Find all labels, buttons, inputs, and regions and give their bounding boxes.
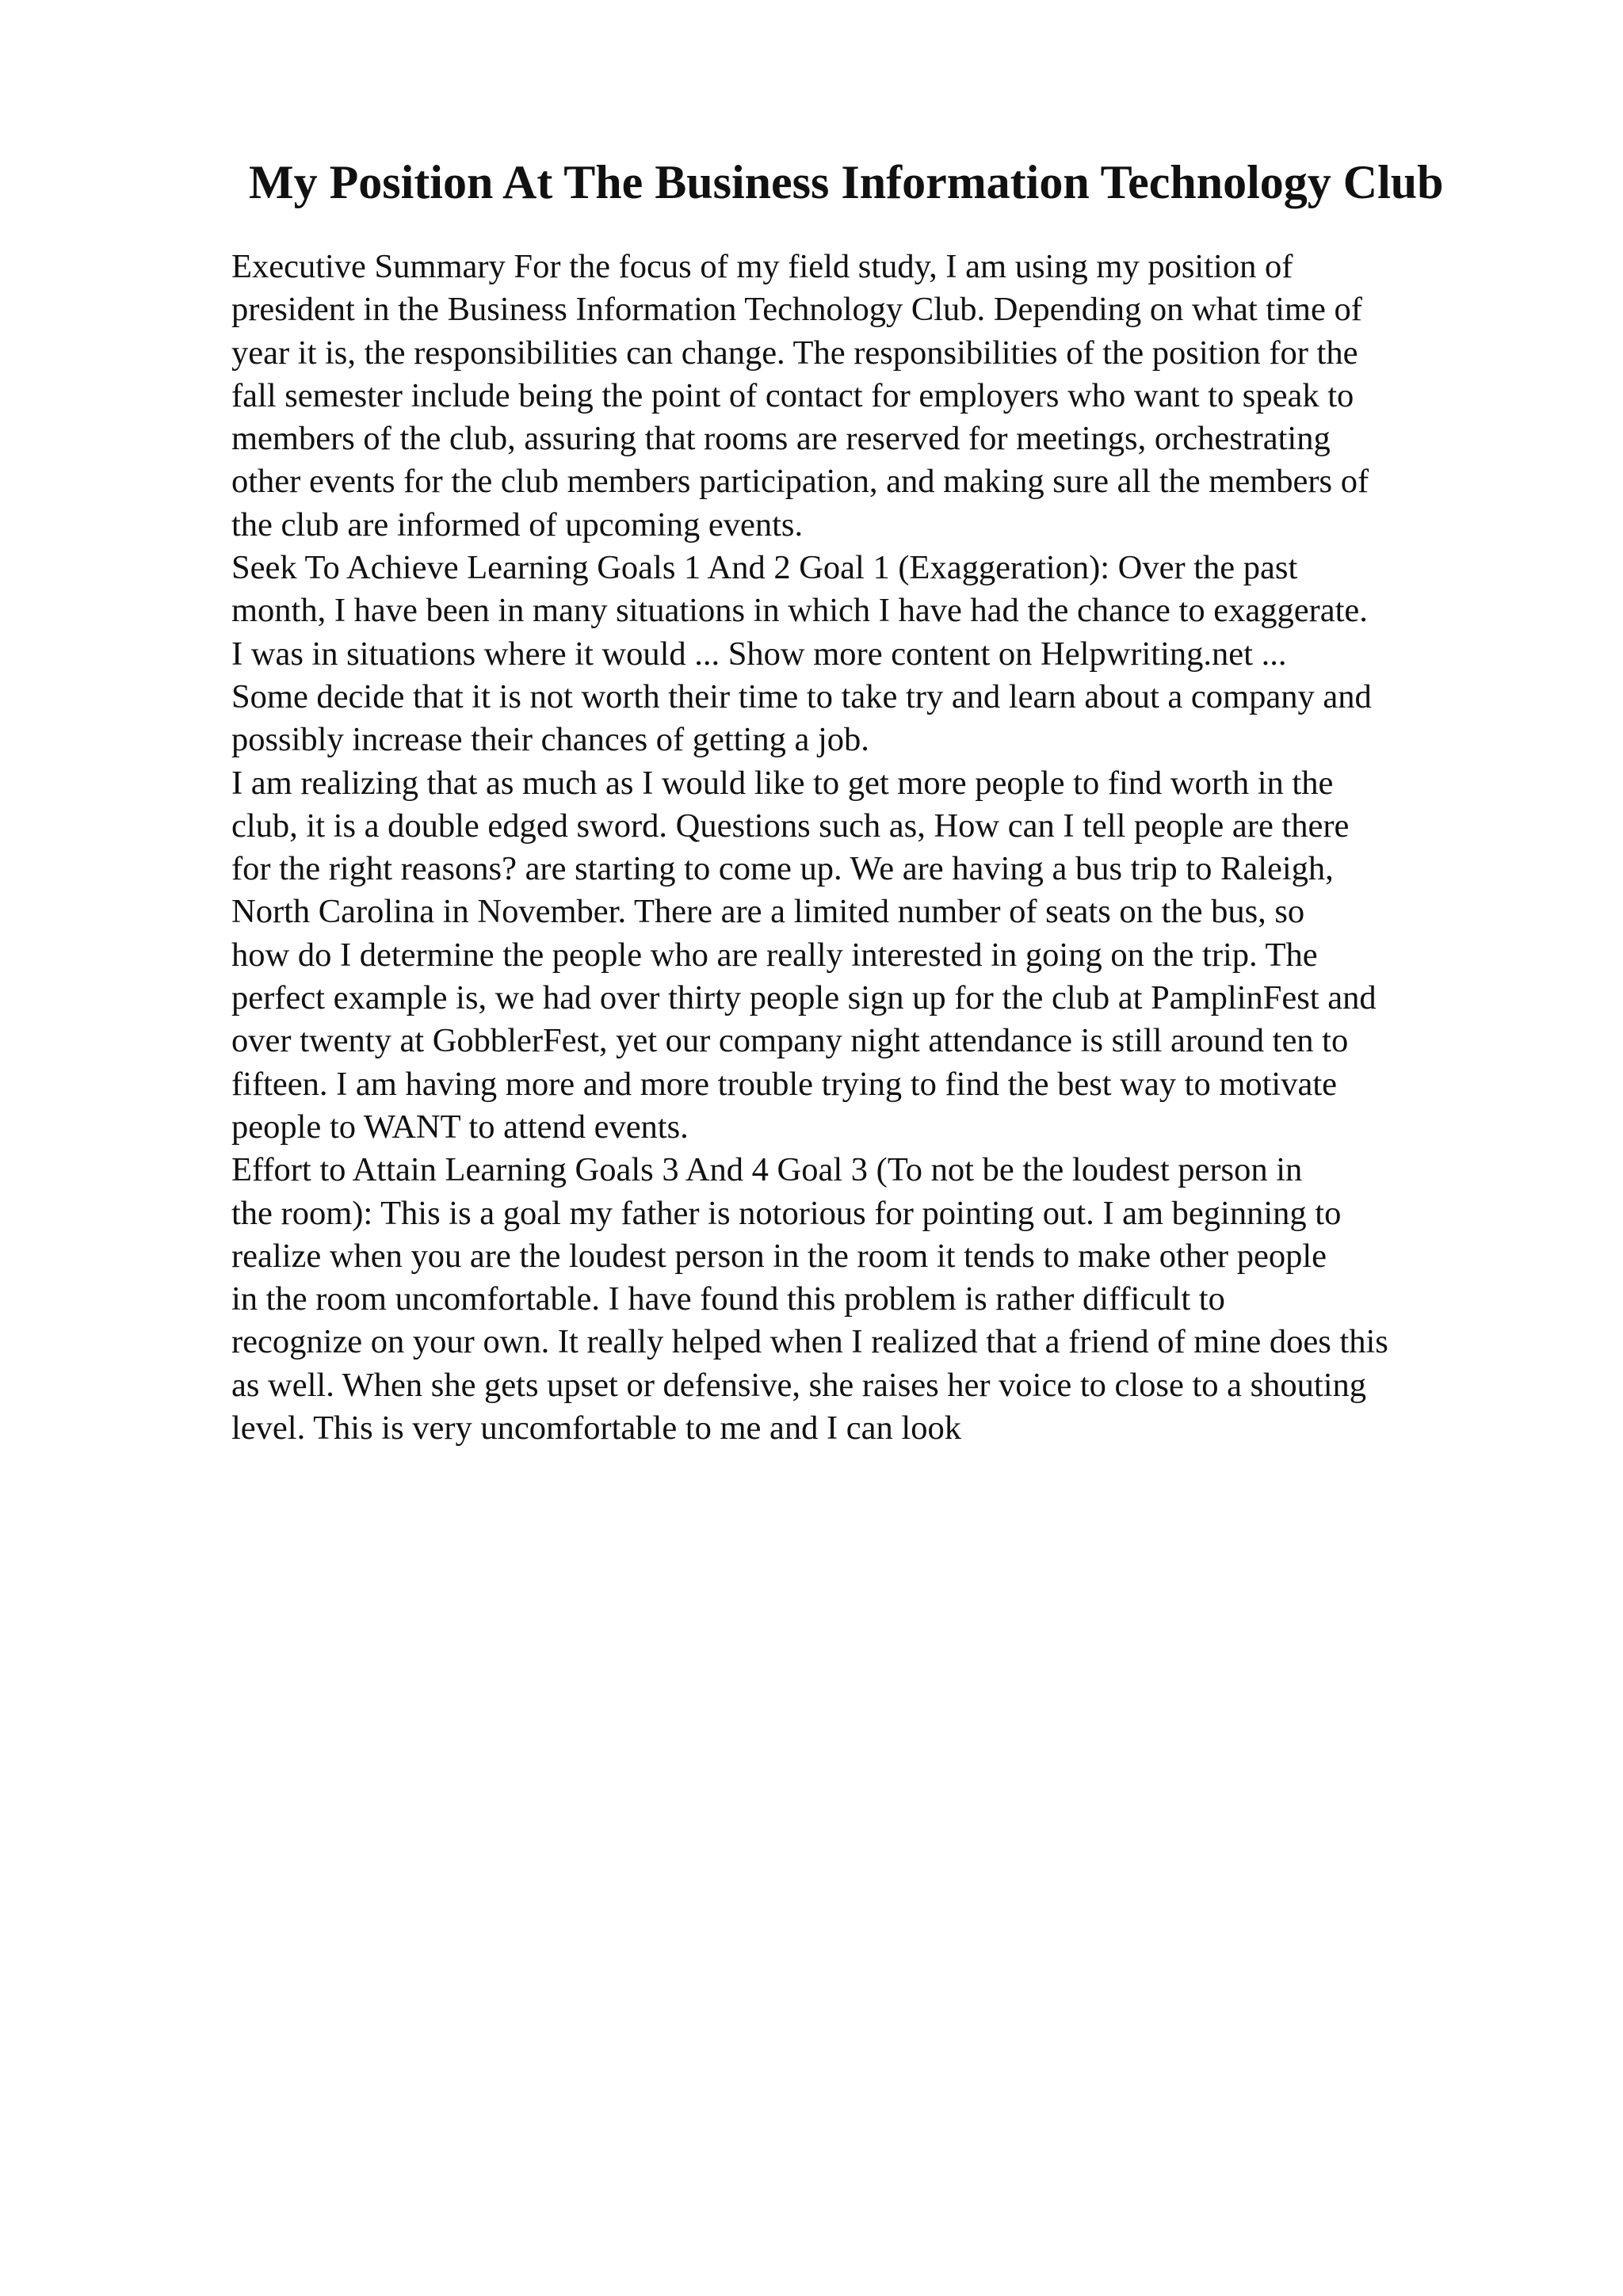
- body-text-line: the room): This is a goal my father is notorious for pointing out. I am beginning to: [231, 1194, 1342, 1232]
- document-title: My Position At The Business Information Technology Club: [249, 156, 1444, 208]
- body-text-line: Seek To Achieve Learning Goals 1 And 2 Goal 1 (Exaggeration): Over the past: [231, 549, 1298, 587]
- body-text-line: Effort to Attain Learning Goals 3 And 4 Goal 3 (To not be the loudest person in: [231, 1151, 1303, 1189]
- body-text-line: Executive Summary For the focus of my field study, I am using my position of: [231, 248, 1293, 285]
- body-text-line: possibly increase their chances of getting a job.: [231, 721, 869, 759]
- body-text-line: year it is, the responsibilities can change. The responsibilities of the position for the: [231, 334, 1358, 372]
- body-text-line: as well. When she gets upset or defensive, she raises her voice to close to a shouting: [231, 1366, 1367, 1404]
- body-text-line: recognize on your own. It really helped when I realized that a friend of mine does this: [231, 1323, 1388, 1361]
- body-text-line: president in the Business Information Technology Club. Depending on what time of: [231, 291, 1362, 329]
- body-text-line: how do I determine the people who are really interested in going on the trip. The: [231, 936, 1318, 974]
- body-text-line: in the room uncomfortable. I have found this problem is rather difficult to: [231, 1280, 1225, 1318]
- body-text-line: other events for the club members participation, and making sure all the members of: [231, 463, 1369, 501]
- body-text-line: Some decide that it is not worth their time to take try and learn about a company and: [231, 677, 1372, 715]
- body-text-line: people to WANT to attend events.: [231, 1108, 689, 1146]
- body-text-line: club, it is a double edged sword. Questions such as, How can I tell people are there: [231, 807, 1350, 845]
- body-text-line: for the right reasons? are starting to come up. We are having a bus trip to Raleigh,: [231, 850, 1334, 888]
- body-text-line: perfect example is, we had over thirty people sign up for the club at PamplinFest and: [231, 979, 1377, 1017]
- body-text-line: I am realizing that as much as I would like to get more people to find worth in the: [231, 764, 1334, 802]
- body-text-line: the club are informed of upcoming events.: [231, 505, 804, 543]
- body-text-line: members of the club, assuring that rooms are reserved for meetings, orchestrating: [231, 420, 1331, 458]
- body-text-line: North Carolina in November. There are a limited number of seats on the bus, so: [231, 893, 1305, 931]
- body-text-line: month, I have been in many situations in which I have had the chance to exaggerate.: [231, 592, 1368, 630]
- body-text-line: fall semester include being the point of contact for employers who want to speak to: [231, 376, 1354, 414]
- body-text-line: I was in situations where it would ... Show more content on Helpwriting.net ...: [231, 635, 1287, 673]
- body-text-line: fifteen. I am having more and more trouble trying to find the best way to motivate: [231, 1065, 1338, 1103]
- body-text-line: level. This is very uncomfortable to me and I can look: [231, 1409, 961, 1447]
- document-body: [231, 246, 1515, 1450]
- body-text-line: realize when you are the loudest person in the room it tends to make other people: [231, 1237, 1327, 1275]
- body-text-line: over twenty at GobblerFest, yet our company night attendance is still around ten to: [231, 1022, 1349, 1060]
